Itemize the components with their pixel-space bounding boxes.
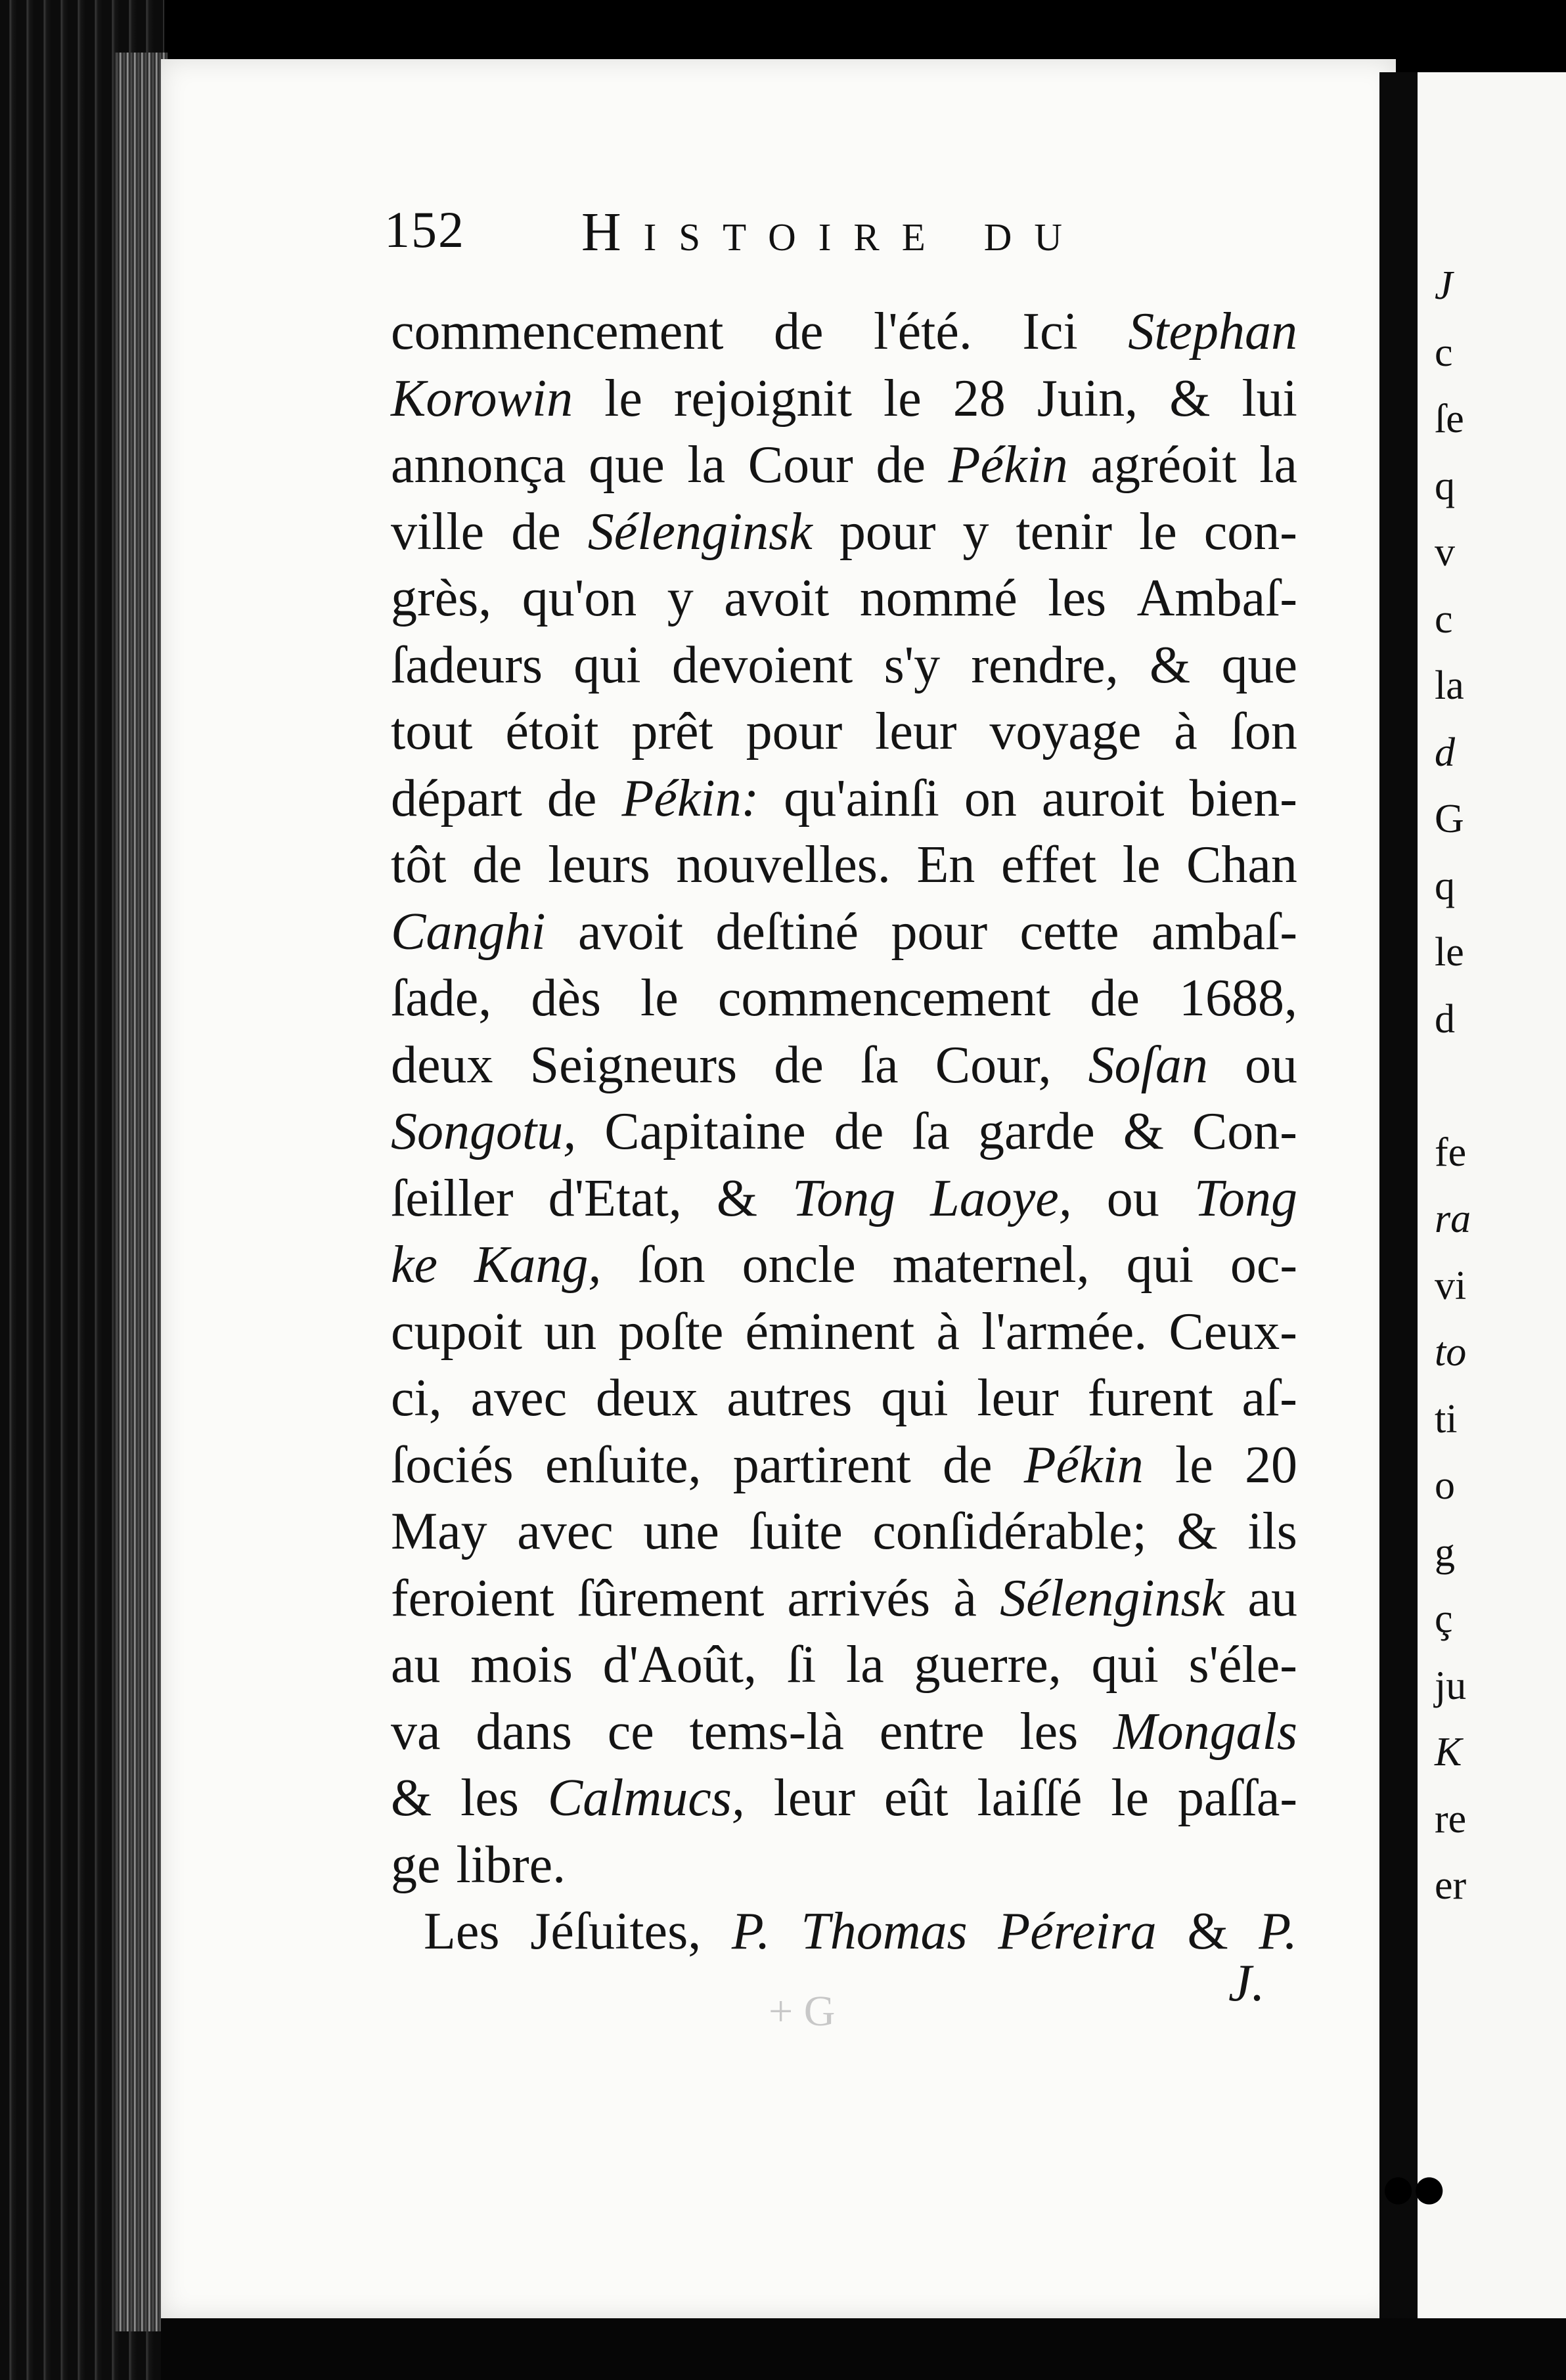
word: pour bbox=[891, 902, 988, 961]
word: ſûrement bbox=[577, 1569, 765, 1627]
text-line bbox=[391, 299, 1297, 366]
word: & bbox=[1176, 1503, 1218, 1560]
page-edges bbox=[115, 53, 168, 2331]
ornament-mark: ●● bbox=[1383, 2167, 1445, 2209]
word: ci, bbox=[391, 1369, 442, 1427]
right-page-fragment: ti bbox=[1435, 1396, 1458, 1442]
word: voyage bbox=[989, 703, 1142, 760]
text-line bbox=[391, 1765, 1297, 1832]
word: deux bbox=[596, 1369, 698, 1427]
text-line bbox=[391, 1566, 1297, 1633]
word: Pékin bbox=[1023, 1436, 1144, 1494]
word: & bbox=[1123, 1103, 1164, 1160]
word: bien- bbox=[1189, 769, 1297, 827]
text-line bbox=[391, 1365, 1297, 1432]
word: ſeiller bbox=[391, 1169, 514, 1227]
word: le bbox=[1139, 502, 1177, 561]
word: libre. bbox=[456, 1836, 566, 1894]
word: entre bbox=[879, 1702, 985, 1761]
word: maternel, bbox=[892, 1236, 1090, 1294]
word: s'y bbox=[884, 636, 941, 694]
word: ſadeurs bbox=[391, 636, 543, 694]
word: leurs bbox=[548, 836, 650, 894]
word: le bbox=[640, 969, 679, 1027]
word: poſte bbox=[618, 1302, 724, 1361]
word: & bbox=[391, 1769, 432, 1827]
word: conſidérable; bbox=[872, 1503, 1147, 1560]
word: avec bbox=[470, 1369, 568, 1427]
word: laiſſé bbox=[977, 1769, 1083, 1827]
word: l'été. bbox=[873, 303, 972, 361]
word: cupoit bbox=[391, 1302, 522, 1361]
word: Pékin bbox=[948, 436, 1068, 494]
right-page-fragment: ra bbox=[1435, 1197, 1471, 1241]
word: partirent bbox=[732, 1436, 911, 1494]
right-page-fragment: G bbox=[1435, 797, 1464, 841]
word: commencement bbox=[391, 303, 724, 361]
text-line bbox=[391, 1832, 1297, 1899]
catchword: J. bbox=[1228, 1954, 1265, 2012]
right-page-fragment: to bbox=[1435, 1330, 1467, 1375]
word: & bbox=[1149, 636, 1191, 694]
right-page-fragment: v bbox=[1435, 530, 1455, 575]
right-page-fragment: vi bbox=[1435, 1263, 1467, 1308]
body-text bbox=[391, 299, 1297, 1966]
word: May bbox=[391, 1503, 487, 1560]
word: de bbox=[472, 836, 522, 894]
word: Laoye, bbox=[930, 1169, 1072, 1227]
word: ſon bbox=[638, 1236, 705, 1294]
word: Thomas bbox=[801, 1903, 968, 1960]
word: le bbox=[1175, 1436, 1213, 1494]
word: paſſa- bbox=[1177, 1769, 1297, 1827]
word: ou bbox=[1106, 1169, 1159, 1227]
word: cette bbox=[1019, 902, 1119, 961]
word: qui bbox=[881, 1369, 949, 1427]
text-line bbox=[391, 699, 1297, 766]
word: le bbox=[1111, 1769, 1150, 1827]
word: qui bbox=[573, 636, 641, 694]
right-page-fragment: K bbox=[1435, 1730, 1462, 1774]
word: au bbox=[391, 1636, 441, 1694]
text-line bbox=[391, 1232, 1297, 1299]
text-line bbox=[391, 432, 1297, 499]
word: ge bbox=[391, 1836, 441, 1894]
word: P. bbox=[731, 1903, 771, 1960]
page-number: 152 bbox=[384, 201, 465, 258]
word: de bbox=[834, 1103, 884, 1160]
word: avec bbox=[517, 1503, 614, 1560]
word: Songotu, bbox=[391, 1103, 577, 1160]
word: mois bbox=[470, 1636, 573, 1694]
text-line bbox=[391, 1499, 1297, 1566]
word: tems-là bbox=[689, 1702, 844, 1761]
word: ſa bbox=[912, 1103, 951, 1160]
word: de bbox=[547, 769, 597, 827]
word: à bbox=[1174, 703, 1197, 760]
bleed-through-mark: + G bbox=[769, 1987, 836, 2035]
text-line bbox=[391, 1032, 1297, 1099]
word: de bbox=[773, 303, 824, 361]
word: Jéſuites, bbox=[530, 1903, 702, 1960]
word: un bbox=[544, 1302, 597, 1361]
word: con- bbox=[1203, 502, 1297, 561]
word: la bbox=[1259, 436, 1297, 494]
word: autres bbox=[727, 1369, 853, 1427]
right-page-fragment: fe bbox=[1435, 1130, 1467, 1175]
word: au bbox=[1247, 1569, 1297, 1627]
word: à bbox=[936, 1302, 960, 1361]
running-title: Histoire du bbox=[581, 202, 1085, 263]
word: éminent bbox=[745, 1302, 915, 1361]
word: les bbox=[1019, 1702, 1079, 1761]
word: pour bbox=[839, 502, 936, 561]
word: Mongals bbox=[1113, 1702, 1297, 1761]
word: Calmucs, bbox=[547, 1769, 745, 1827]
word: s'éle- bbox=[1188, 1636, 1297, 1694]
right-page-fragment: J bbox=[1435, 263, 1453, 308]
text-line bbox=[391, 1166, 1297, 1233]
word: annonça bbox=[391, 436, 566, 494]
right-page-fragment: g bbox=[1435, 1530, 1455, 1575]
word: enſuite, bbox=[545, 1436, 702, 1494]
word: avoit bbox=[724, 569, 830, 627]
word: d'Etat, bbox=[548, 1169, 682, 1227]
word: & bbox=[1187, 1903, 1228, 1960]
word: & bbox=[716, 1169, 758, 1227]
word: ſociés bbox=[391, 1436, 514, 1494]
word: on bbox=[964, 769, 1017, 827]
word: Tong bbox=[1194, 1169, 1297, 1227]
word: qui bbox=[1126, 1236, 1194, 1294]
word: ſon bbox=[1230, 703, 1297, 760]
word: qu'on bbox=[522, 569, 637, 627]
word: rejoignit bbox=[673, 369, 852, 428]
text-line bbox=[391, 499, 1297, 566]
word: de bbox=[876, 436, 926, 494]
word: dans bbox=[476, 1702, 572, 1761]
word: 20 bbox=[1244, 1436, 1297, 1494]
word: tenir bbox=[1016, 502, 1113, 561]
word: prêt bbox=[631, 703, 713, 760]
word: tout bbox=[391, 703, 473, 760]
word: tôt bbox=[391, 836, 447, 894]
word: ſuite bbox=[749, 1503, 843, 1560]
word: ambaſ- bbox=[1151, 902, 1297, 961]
word: agréoit bbox=[1090, 436, 1237, 494]
right-page bbox=[1418, 72, 1566, 2318]
word: Capitaine bbox=[604, 1103, 806, 1160]
word: feroient bbox=[391, 1569, 554, 1627]
word: Sélenginsk bbox=[587, 502, 813, 561]
word: la bbox=[687, 436, 726, 494]
word: dès bbox=[531, 969, 601, 1027]
word: que bbox=[1221, 636, 1297, 694]
word: le bbox=[604, 369, 642, 428]
word: garde bbox=[978, 1103, 1095, 1160]
word: leur bbox=[875, 703, 957, 760]
word: les bbox=[460, 1769, 519, 1827]
text-line bbox=[391, 1299, 1297, 1366]
word: le bbox=[884, 369, 922, 428]
right-page-fragment: ju bbox=[1435, 1663, 1467, 1708]
word: Pékin: bbox=[621, 769, 759, 827]
word: guerre, bbox=[914, 1636, 1062, 1694]
word: à bbox=[953, 1569, 977, 1627]
text-line bbox=[391, 1099, 1297, 1166]
right-page-fragment: la bbox=[1435, 663, 1464, 708]
word: Juin, bbox=[1037, 369, 1138, 428]
word: deſtiné bbox=[715, 902, 859, 961]
word: Tong bbox=[792, 1169, 896, 1227]
word: Stephan bbox=[1128, 303, 1297, 361]
word: ſade, bbox=[391, 969, 492, 1027]
word: Soſan bbox=[1088, 1036, 1208, 1094]
word: ils bbox=[1247, 1503, 1297, 1560]
word: P. bbox=[1259, 1903, 1297, 1960]
word: Kang, bbox=[474, 1236, 602, 1294]
word: Péreira bbox=[998, 1903, 1157, 1960]
word: arrivés bbox=[787, 1569, 931, 1627]
word: de bbox=[511, 502, 561, 561]
right-page-fragment: ç bbox=[1435, 1597, 1453, 1641]
word: l'armée. bbox=[981, 1302, 1148, 1361]
word: ke bbox=[391, 1236, 438, 1294]
word: aſ- bbox=[1242, 1369, 1297, 1427]
word: ou bbox=[1244, 1036, 1297, 1094]
word: nommé bbox=[859, 569, 1018, 627]
right-page-fragment: d bbox=[1435, 730, 1455, 775]
word: y bbox=[667, 569, 694, 627]
word: le bbox=[1122, 836, 1161, 894]
word: nouvelles. bbox=[676, 836, 891, 894]
word: pour bbox=[746, 703, 843, 760]
text-line bbox=[391, 565, 1297, 632]
word: leur bbox=[773, 1769, 856, 1827]
word: Canghi bbox=[391, 902, 546, 961]
word: une bbox=[643, 1503, 719, 1560]
word: Les bbox=[424, 1903, 500, 1960]
word: Con- bbox=[1192, 1103, 1297, 1160]
text-line bbox=[391, 366, 1297, 433]
word: 28 bbox=[952, 369, 1006, 428]
word: commencement bbox=[717, 969, 1051, 1027]
word: qu'ainſi bbox=[784, 769, 939, 827]
text-line bbox=[391, 1632, 1297, 1699]
text-line bbox=[391, 1699, 1297, 1766]
word: grès, bbox=[391, 569, 492, 627]
word: d'Août, bbox=[602, 1636, 757, 1694]
word: effet bbox=[1001, 836, 1097, 894]
word: lui bbox=[1242, 369, 1297, 428]
word: rendre, bbox=[971, 636, 1119, 694]
right-page-fragment: er bbox=[1435, 1863, 1467, 1908]
word: Korowin bbox=[391, 369, 573, 428]
right-page-fragment: d bbox=[1435, 996, 1455, 1042]
word: oc- bbox=[1230, 1236, 1297, 1294]
right-page-fragment: c bbox=[1435, 596, 1453, 642]
text-line bbox=[391, 1432, 1297, 1499]
word: devoient bbox=[671, 636, 853, 694]
running-head bbox=[384, 200, 1304, 279]
word: furent bbox=[1087, 1369, 1213, 1427]
text-line bbox=[391, 632, 1297, 699]
word: Ceux- bbox=[1169, 1302, 1297, 1361]
word: Ici bbox=[1022, 303, 1078, 361]
word: les bbox=[1048, 569, 1107, 627]
text-line bbox=[391, 899, 1297, 966]
word: de bbox=[774, 1036, 824, 1094]
word: ſi bbox=[786, 1636, 817, 1694]
right-page-fragment: ſe bbox=[1435, 397, 1464, 441]
word: y bbox=[962, 502, 989, 561]
word: qui bbox=[1091, 1636, 1159, 1694]
right-page-fragment: c bbox=[1435, 330, 1453, 375]
word: Ambaſ- bbox=[1136, 569, 1297, 627]
page-gutter bbox=[1379, 72, 1418, 2318]
text-line bbox=[391, 965, 1297, 1032]
word: Chan bbox=[1186, 836, 1297, 894]
word: départ bbox=[391, 769, 522, 827]
word: oncle bbox=[742, 1236, 856, 1294]
word: de bbox=[1090, 969, 1140, 1027]
word: deux bbox=[391, 1036, 493, 1094]
right-page-fragment: o bbox=[1435, 1463, 1455, 1508]
word: avoit bbox=[577, 902, 683, 961]
right-page-fragment: le bbox=[1435, 930, 1464, 975]
word: étoit bbox=[505, 703, 599, 760]
word: Cour, bbox=[935, 1036, 1052, 1094]
word: que bbox=[589, 436, 665, 494]
word: Cour bbox=[748, 436, 853, 494]
right-page-fragment: re bbox=[1435, 1796, 1467, 1841]
word: Sélenginsk bbox=[1000, 1569, 1225, 1627]
word: 1688, bbox=[1178, 969, 1297, 1027]
word: auroit bbox=[1041, 769, 1165, 827]
text-line bbox=[391, 1899, 1297, 1966]
word: En bbox=[916, 836, 975, 894]
word: va bbox=[391, 1702, 441, 1761]
word: la bbox=[845, 1636, 884, 1694]
word: ſa bbox=[860, 1036, 899, 1094]
text-line bbox=[391, 766, 1297, 833]
bottom-edge bbox=[161, 2318, 1566, 2380]
word: de bbox=[942, 1436, 993, 1494]
right-page-fragment: q bbox=[1435, 463, 1455, 508]
word: eût bbox=[884, 1769, 949, 1827]
word: & bbox=[1169, 369, 1211, 428]
word: ville bbox=[391, 502, 485, 561]
word: leur bbox=[977, 1369, 1059, 1427]
word: ce bbox=[607, 1702, 654, 1761]
text-line bbox=[391, 832, 1297, 899]
word: Seigneurs bbox=[529, 1036, 738, 1094]
right-page-fragment: q bbox=[1435, 863, 1455, 908]
